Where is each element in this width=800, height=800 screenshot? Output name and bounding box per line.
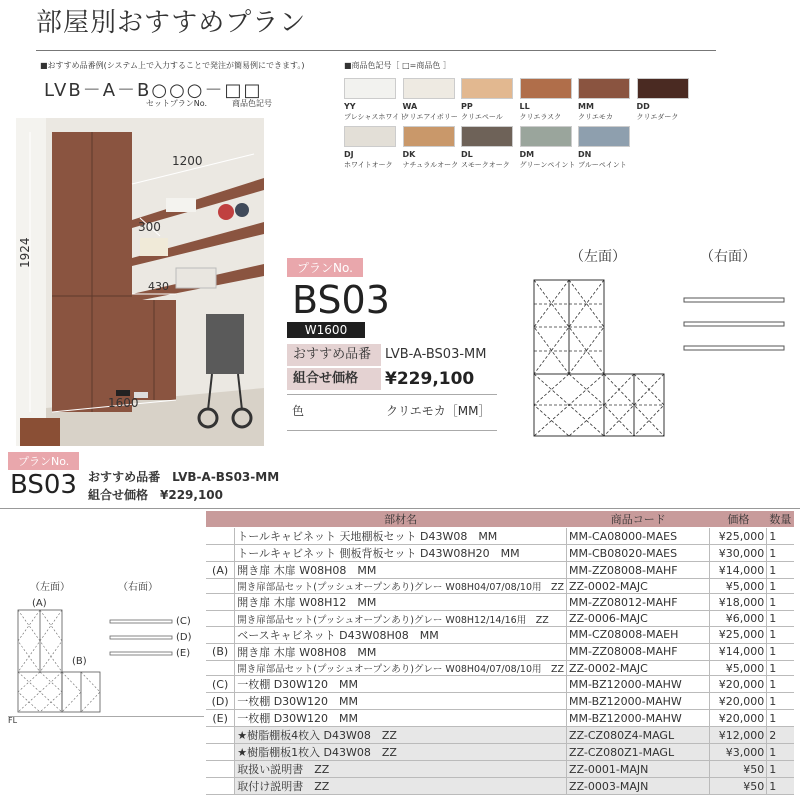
row-group-label: (C) [206,676,235,693]
part-qty: 1 [767,660,794,675]
color-code: PP [461,102,473,111]
row-group-label [206,727,235,744]
part-price: ¥20,000 [710,710,767,727]
row-group-label [206,611,235,626]
dimension-300: 300 [138,220,161,234]
part-price: ¥5,000 [710,660,767,675]
part-price: ¥25,000 [710,626,767,643]
part-price: ¥20,000 [710,693,767,710]
row-group-label [206,545,235,562]
row-group-label [206,594,235,611]
part-name: 開き扉 木扉 W08H12 MM [235,594,567,611]
row-group-label: (D) [206,693,235,710]
part-price: ¥30,000 [710,545,767,562]
parts-table [206,511,794,795]
part-code: ZZ-0006-MAJC [567,611,710,626]
name-header: 部材名 [235,511,567,528]
color-value: クリエモカ［MM］ [386,404,491,418]
part-name: 一枚棚 D30W120 MM [235,676,567,693]
table-row [206,744,794,761]
small-right-elevation-diagram [108,614,176,660]
part-qty: 1 [767,744,794,761]
color-swatch-dd [637,78,689,99]
right-view-label: （右面） [700,249,756,265]
table-row [206,693,794,710]
combined-price-row [287,368,497,390]
color-code: DL [461,150,473,159]
label-c: (C) [176,616,191,627]
code-example: LVB－A－B○○○－□□ [44,80,263,101]
color-label: 色 [292,404,305,418]
color-code: DM [519,150,535,159]
part-name: 開き扉 木扉 W08H08 MM [235,562,567,579]
parts-table-body [206,528,794,795]
part-code: MM-CZ08008-MAEH [567,626,710,643]
table-row [206,528,794,545]
color-name: クリエラスク [519,113,562,121]
part-code: ZZ-CZ080Z4-MAGL [567,727,710,744]
row-group-label [206,579,235,594]
table-row [206,761,794,778]
color-swatch-dj [344,126,396,147]
color-name: グリーンペイント [519,161,576,169]
part-qty: 1 [767,611,794,626]
dimension-1924: 1924 [18,237,32,268]
color-swatch-pp [461,78,513,99]
recommended-code-row [287,344,497,366]
color-code: WA [402,102,418,111]
color-name: プレシャスホワイト [344,113,407,121]
color-swatch-yy [344,78,396,99]
part-code: MM-CB08020-MAES [567,545,710,562]
set-plan-label: セットプランNo. [146,99,208,108]
plan-width-badge: W1600 [287,322,365,338]
color-code: DJ [344,150,354,159]
part-code: MM-BZ12000-MAHW [567,710,710,727]
part-qty: 1 [767,693,794,710]
row-group-label [206,660,235,675]
color-swatch-dl [461,126,513,147]
part-name: 取付け説明書 ZZ [235,778,567,795]
part-name: 取扱い説明書 ZZ [235,761,567,778]
color-name: ブルーペイント [578,161,627,169]
part-code: ZZ-CZ080Z1-MAGL [567,744,710,761]
detail-recommended-code: おすすめ品番 LVB-A-BS03-MM [88,470,280,484]
part-qty: 1 [767,562,794,579]
table-row [206,594,794,611]
part-name: 一枚棚 D30W120 MM [235,693,567,710]
color-swatch-mm [578,78,630,99]
table-row [206,660,794,675]
color-code: YY [344,102,356,111]
part-name: 開き扉部品セット(プッシュオープンあり)グレー W08H04/07/08/10用 ZZ [235,660,567,675]
table-header-row [206,511,794,528]
page-title: 部屋別おすすめプラン [36,8,307,38]
right-elevation-diagram [680,290,790,360]
part-code: MM-BZ12000-MAHW [567,676,710,693]
detail-divider [0,508,800,509]
row-group-label: (E) [206,710,235,727]
code-example-note: ■おすすめ品番例(システム上で入力することで発注が簡易例にできます。) [40,61,305,70]
part-price: ¥12,000 [710,727,767,744]
part-qty: 1 [767,778,794,795]
part-qty: 1 [767,626,794,643]
color-name: ナチュラルオーク [402,161,459,169]
part-price: ¥14,000 [710,643,767,660]
row-group-label [206,744,235,761]
row-group-label: (A) [206,562,235,579]
color-code-label: 商品色記号 [232,99,272,108]
table-row [206,778,794,795]
table-row [206,611,794,626]
part-name: 開き扉部品セット(プッシュオープンあり)グレー W08H04/07/08/10用 ZZ [235,579,567,594]
part-name: ★樹脂棚板1枚入 D43W08 ZZ [235,744,567,761]
label-e: (E) [176,648,191,659]
info-divider [287,394,497,395]
color-name: クリエダーク [636,113,679,121]
qty-header: 数量 [767,511,794,528]
part-code: MM-ZZ08008-MAHF [567,562,710,579]
room-photo [16,118,264,446]
color-code: DN [578,150,592,159]
row-group-label [206,761,235,778]
color-code: LL [519,102,530,111]
recommended-code-value: LVB-A-BS03-MM [385,347,487,362]
price-header: 価格 [710,511,767,528]
plan-no: BS03 [292,278,390,322]
floor-label: FL [8,716,18,725]
color-name: スモークオーク [461,161,510,169]
label-b: (B) [72,656,87,667]
table-row [206,710,794,727]
color-swatch-dm [520,126,572,147]
left-elevation-diagram [530,276,670,442]
table-row [206,545,794,562]
color-swatch-wa [403,78,455,99]
detail-plan-no: BS03 [10,470,77,500]
part-qty: 1 [767,579,794,594]
part-price: ¥50 [710,778,767,795]
info-divider-2 [287,430,497,431]
part-price: ¥5,000 [710,579,767,594]
floor-line [8,716,204,717]
part-name: ベースキャビネット D43W08H08 MM [235,626,567,643]
table-row [206,643,794,660]
color-code: DK [402,150,416,159]
row-group-label [206,778,235,795]
part-qty: 2 [767,727,794,744]
part-name: ★樹脂棚板4枚入 D43W08 ZZ [235,727,567,744]
color-code: DD [636,102,650,111]
table-row [206,676,794,693]
part-code: ZZ-0002-MAJC [567,660,710,675]
part-name: 一枚棚 D30W120 MM [235,710,567,727]
color-name: クリエペール [461,113,503,121]
part-code: MM-CA08000-MAES [567,528,710,545]
small-right-view-label: （右面） [118,582,158,593]
detail-combined-price: 組合せ価格 ¥229,100 [88,488,224,502]
table-row [206,562,794,579]
color-code: MM [578,102,594,111]
table-row [206,579,794,594]
part-price: ¥20,000 [710,676,767,693]
room-illustration [16,118,264,446]
combined-price-label: 組合せ価格 [287,368,381,390]
part-price: ¥6,000 [710,611,767,626]
part-name: トールキャビネット 天地棚板セット D43W08 MM [235,528,567,545]
plan-no-tag: プランNo. [287,258,363,277]
part-code: MM-ZZ08012-MAHF [567,594,710,611]
part-price: ¥50 [710,761,767,778]
group-header [206,511,235,528]
small-left-elevation-diagram [14,608,104,716]
part-code: ZZ-0003-MAJN [567,778,710,795]
color-name: ホワイトオーク [344,161,393,169]
recommended-code-label: おすすめ品番 [287,344,381,366]
table-row [206,626,794,643]
part-qty: 1 [767,710,794,727]
title-divider [36,50,716,51]
small-left-view-label: （左面） [30,582,70,593]
part-qty: 1 [767,545,794,562]
dimension-1200: 1200 [172,154,203,168]
part-price: ¥25,000 [710,528,767,545]
color-swatch-dn [578,126,630,147]
color-code-header: ■商品色記号［ □=商品色 ］ [344,61,451,70]
part-price: ¥3,000 [710,744,767,761]
detail-plan-no-tag: プランNo. [8,452,79,470]
color-swatch-ll [520,78,572,99]
dimension-430: 430 [148,280,169,293]
code-header: 商品コード [567,511,710,528]
part-qty: 1 [767,528,794,545]
part-name: 開き扉部品セット(プッシュオープンあり)グレー W08H12/14/16用 ZZ [235,611,567,626]
part-qty: 1 [767,676,794,693]
part-qty: 1 [767,761,794,778]
part-code: ZZ-0002-MAJC [567,579,710,594]
color-swatch-dk [403,126,455,147]
part-code: MM-ZZ08008-MAHF [567,643,710,660]
dimension-1600: 1600 [108,396,139,410]
combined-price-value: ¥229,100 [385,369,475,389]
part-code: MM-BZ12000-MAHW [567,693,710,710]
part-code: ZZ-0001-MAJN [567,761,710,778]
table-row [206,727,794,744]
row-group-label [206,528,235,545]
part-qty: 1 [767,643,794,660]
label-d: (D) [176,632,192,643]
part-qty: 1 [767,594,794,611]
left-view-label: （左面） [570,249,626,265]
color-name: クリエアイボリー [402,113,458,121]
label-a: (A) [32,598,47,609]
row-group-label [206,626,235,643]
part-price: ¥14,000 [710,562,767,579]
part-name: 開き扉 木扉 W08H08 MM [235,643,567,660]
part-name: トールキャビネット 側板背板セット D43W08H20 MM [235,545,567,562]
part-price: ¥18,000 [710,594,767,611]
row-group-label: (B) [206,643,235,660]
color-name: クリエモカ [578,113,613,121]
